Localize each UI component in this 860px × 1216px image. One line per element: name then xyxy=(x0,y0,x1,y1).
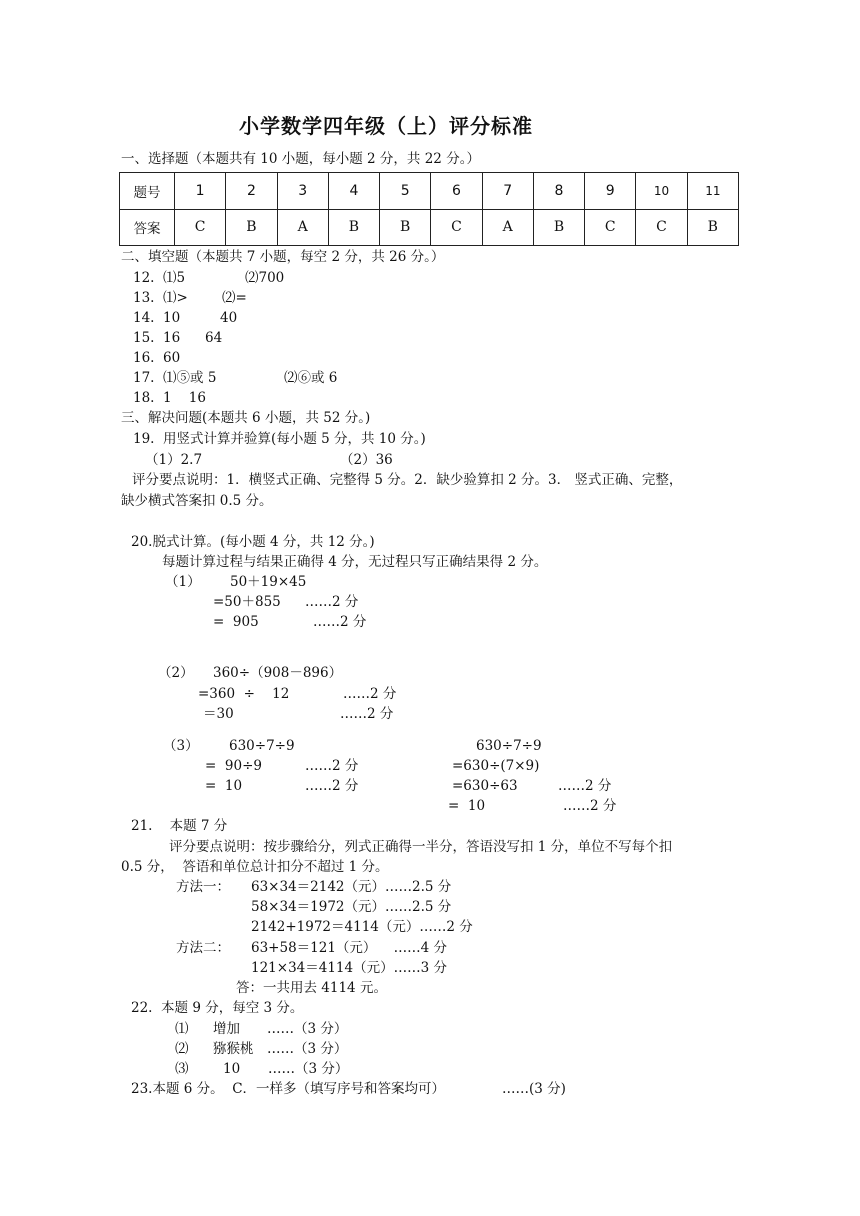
answer-line: 40 xyxy=(220,310,238,326)
step-score: ……2 分 xyxy=(305,778,359,794)
answer-line: ⑵= xyxy=(222,290,247,306)
table-cell: A xyxy=(482,209,533,246)
answer-line: （1）2.7 xyxy=(145,452,203,468)
step-label: ⑴ xyxy=(175,1021,189,1037)
scoring-note: 缺少横式答案扣 0.5 分。 xyxy=(121,493,273,509)
step-score: ……2 分 xyxy=(340,706,394,722)
table-cell: 3 xyxy=(277,173,328,210)
step-score: ……2 分 xyxy=(313,614,367,630)
scoring-note: 评分要点说明：1．横竖式正确、完整得 5 分。2．缺少验算扣 2 分。3． 竖式正确、完整， xyxy=(132,472,683,488)
answer-line: 13. ⑴> xyxy=(133,290,188,306)
step: = 10 xyxy=(205,778,243,794)
answer-line: 64 xyxy=(205,330,223,346)
section-2-heading: 二、填空题（本题共 7 小题，每空 2 分，共 26 分。） xyxy=(121,249,445,265)
step: = 905 xyxy=(213,614,259,630)
table-cell: 5 xyxy=(380,173,431,210)
scoring-note: 每题计算过程与结果正确得 4 分，无过程只写正确结果得 2 分。 xyxy=(162,554,548,570)
expression: 630÷7÷9 xyxy=(229,738,295,754)
step-label: ⑶ xyxy=(175,1061,189,1077)
step: =630÷63 xyxy=(452,778,518,794)
step: 58×34＝1972（元）……2.5 分 xyxy=(251,899,452,915)
table-cell: C xyxy=(175,209,226,246)
table-cell: 2 xyxy=(226,173,277,210)
table-cell: C xyxy=(636,209,687,246)
table-cell: 6 xyxy=(431,173,482,210)
step: = 90÷9 xyxy=(205,758,262,774)
answer-line: 18. 1 16 xyxy=(133,390,206,406)
scoring-note: 评分要点说明：按步骤给分，列式正确得一半分，答语没写扣 1 分，单位不写每个扣 xyxy=(169,839,673,855)
step-score: ……2 分 xyxy=(305,594,359,610)
answer-line: 17. ⑴⑤或 5 xyxy=(133,370,217,386)
step: 2142+1972＝4114（元）……2 分 xyxy=(251,919,473,935)
answer-line: 12. ⑴5 xyxy=(133,270,186,286)
answer-line: ⑵⑥或 6 xyxy=(284,370,338,386)
step-score: ……2 分 xyxy=(558,778,612,794)
step-label: （3） xyxy=(163,738,199,754)
answer-line: 14. 10 xyxy=(133,310,181,326)
table-cell: 10 xyxy=(636,173,687,210)
step: 121×34＝4114（元）……3 分 xyxy=(251,960,447,976)
table-cell: A xyxy=(277,209,328,246)
step: =630÷(7×9) xyxy=(452,758,540,774)
step-label: （2） xyxy=(158,665,194,681)
answer-line: 猕猴桃 xyxy=(213,1041,254,1057)
step: 63+58＝121（元） ……4 分 xyxy=(251,940,447,956)
table-row xyxy=(120,209,739,246)
scoring-note: 0.5 分， 答语和单位总计扣分不超过 1 分。 xyxy=(121,859,389,875)
question-heading: 22. 本题 9 分，每空 3 分。 xyxy=(131,1000,304,1016)
step-score: ……2 分 xyxy=(305,758,359,774)
step-score: ……（3 分） xyxy=(267,1021,348,1037)
answer-line: 15. 16 xyxy=(133,330,181,346)
question-heading: 19. 用竖式计算并验算(每小题 5 分，共 10 分。) xyxy=(133,431,426,447)
step-score: ……（3 分） xyxy=(268,1061,349,1077)
step-score: ……2 分 xyxy=(563,798,617,814)
step-score: ……(3 分) xyxy=(502,1081,566,1097)
table-cell: 11 xyxy=(687,173,738,210)
step-label: （1） xyxy=(165,574,201,590)
table-header-cell: 题号 xyxy=(120,173,175,210)
method-label: 方法二： xyxy=(176,940,230,956)
step: =360 ÷ 12 xyxy=(198,686,290,702)
question-heading: 20.脱式计算。(每小题 4 分，共 12 分。) xyxy=(131,534,375,550)
expression: 360÷（908－896） xyxy=(213,665,343,681)
table-cell: 4 xyxy=(328,173,379,210)
step: 63×34＝2142（元）……2.5 分 xyxy=(251,879,452,895)
table-cell: 1 xyxy=(175,173,226,210)
table-cell: 8 xyxy=(533,173,584,210)
method-label: 方法一： xyxy=(176,879,230,895)
table-cell: B xyxy=(380,209,431,246)
answer-line: 16. 60 xyxy=(133,350,181,366)
answer-line: （2）36 xyxy=(340,452,393,468)
page-title: 小学数学四年级（上）评分标准 xyxy=(239,114,533,138)
answer-line: 增加 xyxy=(213,1021,240,1037)
step-label: ⑵ xyxy=(175,1041,189,1057)
table-cell: B xyxy=(533,209,584,246)
answer-table xyxy=(119,172,739,246)
question-heading: 23.本题 6 分。 C．一样多（填写序号和答案均可） xyxy=(131,1081,446,1097)
answer-line: 答：一共用去 4114 元。 xyxy=(236,980,387,996)
table-header-cell: 答案 xyxy=(120,209,175,246)
table-cell: B xyxy=(328,209,379,246)
expression: 50＋19×45 xyxy=(230,574,307,590)
step: =50＋855 xyxy=(213,594,281,610)
table-cell: B xyxy=(226,209,277,246)
answer-line: ⑵700 xyxy=(245,270,285,286)
table-cell: 9 xyxy=(585,173,636,210)
table-row xyxy=(120,173,739,210)
step: = 10 xyxy=(448,798,486,814)
table-cell: C xyxy=(431,209,482,246)
answer-line: 10 xyxy=(223,1061,241,1077)
step-score: ……2 分 xyxy=(343,686,397,702)
question-heading: 21. 本题 7 分 xyxy=(131,818,228,834)
step-score: ……（3 分） xyxy=(267,1041,348,1057)
section-1-heading: 一、选择题（本题共有 10 小题，每小题 2 分，共 22 分。） xyxy=(121,151,480,167)
step: ＝30 xyxy=(203,706,234,722)
table-cell: C xyxy=(585,209,636,246)
table-cell: 7 xyxy=(482,173,533,210)
table-cell: B xyxy=(687,209,738,246)
section-3-heading: 三、解决问题(本题共 6 小题，共 52 分。) xyxy=(121,410,371,426)
expression: 630÷7÷9 xyxy=(476,738,542,754)
